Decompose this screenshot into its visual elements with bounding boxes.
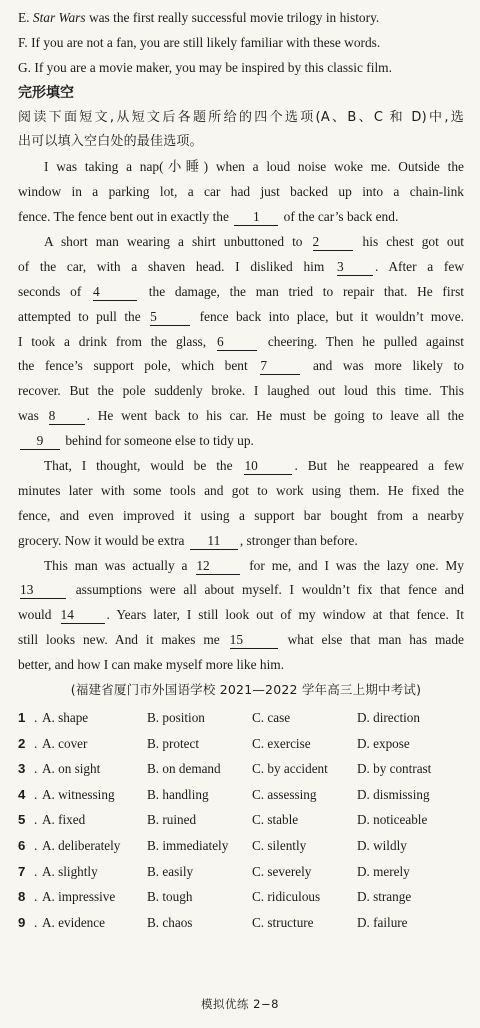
blank-13: 13: [20, 582, 66, 599]
option-a: A. impressive: [42, 889, 116, 905]
passage-line: would 14 . Years later, I still look out of my window at that fence. It: [18, 607, 464, 623]
passage-line: still looks new. And it makes me 15 what else that man has made: [18, 632, 464, 648]
question-8-options: 8 . A. impressive B. tough C. ridiculous D. strange: [18, 884, 464, 910]
option-b: B. easily: [147, 863, 194, 879]
blank-3: 3: [337, 259, 373, 276]
option-c: C. exercise: [252, 735, 311, 751]
passage-line: the fence’s support pole, which bent 7 and was more likely to: [18, 358, 464, 374]
option-d: D. wildly: [357, 837, 407, 853]
blank-4: 4: [93, 284, 137, 301]
blank-1: 1: [234, 209, 278, 226]
option-c: C. assessing: [252, 786, 317, 802]
option-a: A. deliberately: [42, 837, 121, 853]
passage-line: A short man wearing a shirt unbuttoned to 2 his chest got out: [44, 234, 464, 250]
option-d: D. dismissing: [357, 786, 430, 802]
instruction-line-1: 阅读下面短文,从短文后各题所给的四个选项(A、B、C 和 D)中,选: [18, 109, 464, 125]
passage: [18, 155, 464, 678]
passage-line: attempted to pull the 5 fence back into place, but it wouldn’t move.: [18, 308, 464, 324]
question-1-options: 1 . A. shape B. position C. case D. direction: [18, 705, 464, 731]
option-c: C. by accident: [252, 761, 328, 777]
question-number: 7: [18, 863, 26, 879]
document-page: [18, 6, 464, 935]
option-d: D. by contrast: [357, 761, 432, 777]
film-title: Star Wars: [32, 10, 86, 25]
passage-line: minutes later with some tools and got to work using them. He fixed the: [18, 482, 464, 498]
option-a: A. fixed: [42, 812, 86, 828]
option-b: B. tough: [147, 889, 193, 905]
question-2-options: 2 . A. cover B. protect C. exercise D. expose: [18, 731, 464, 757]
question-number: 5: [18, 812, 26, 828]
option-b: B. position: [147, 709, 205, 725]
passage-line: I took a drink from the glass, 6 cheering. Then he pulled against: [18, 333, 464, 349]
option-b: B. handling: [147, 786, 209, 802]
passage-line: That, I thought, would be the 10 . But he reappeared a few: [44, 458, 464, 474]
option-c: C. severely: [252, 863, 312, 879]
question-6-options: 6 . A. deliberately B. immediately C. silently D. wildly: [18, 833, 464, 859]
question-number: 8: [18, 889, 26, 905]
question-4-options: 4 . A. witnessing B. handling C. assessing D. dismissing: [18, 782, 464, 808]
question-number: 4: [18, 786, 26, 802]
option-d: D. failure: [357, 914, 408, 930]
options-list: [18, 705, 464, 935]
option-g-line: G. If you are a movie maker, you may be inspired by this classic film.: [18, 59, 392, 75]
question-number: 6: [18, 837, 26, 853]
option-b: B. protect: [147, 735, 200, 751]
option-b: B. chaos: [147, 914, 193, 930]
option-d: D. expose: [357, 735, 410, 751]
option-c: C. stable: [252, 812, 299, 828]
question-number: 3: [18, 761, 26, 777]
blank-7: 7: [260, 358, 300, 375]
blank-6: 6: [217, 334, 257, 351]
blank-10: 10: [244, 458, 292, 475]
option-c: C. ridiculous: [252, 889, 321, 905]
option-e-line: E. Star Wars was the first really successful movie trilogy in history.: [18, 10, 380, 25]
passage-line: I was taking a nap(小睡) when a loud noise woke me. Outside the: [44, 159, 464, 175]
passage-line: was 8 . He went back to his car. He must be going to leave all the: [18, 408, 464, 424]
question-5-options: 5 . A. fixed B. ruined C. stable D. noticeable: [18, 807, 464, 833]
instruction-line-2: 出可以填入空白处的最佳选项。: [18, 134, 203, 150]
option-b: B. on demand: [147, 761, 221, 777]
option-b: B. immediately: [147, 837, 229, 853]
option-a: A. evidence: [42, 914, 105, 930]
passage-line: recover. But the pole suddenly broke. I laughed out loud this time. This: [18, 383, 464, 399]
passage-line: window in a parking lot, a car had just backed up into a chain-link: [18, 184, 464, 200]
option-a: A. witnessing: [42, 786, 115, 802]
page-footer: 模拟优练 2−8: [201, 997, 279, 1011]
option-a: A. cover: [42, 735, 88, 751]
passage-line: seconds of 4 the damage, the man tried to repair that. He first: [18, 283, 464, 299]
option-f-line: F. If you are not a fan, you are still likely familiar with these words.: [18, 34, 381, 50]
question-3-options: 3 . A. on sight B. on demand C. by accident D. by contrast: [18, 756, 464, 782]
option-a: A. on sight: [42, 761, 101, 777]
source-note: (福建省厦门市外国语学校 2021—2022 学年高三上期中考试): [70, 682, 422, 698]
option-d: D. noticeable: [357, 812, 428, 828]
blank-8: 8: [49, 408, 85, 425]
option-b: B. ruined: [147, 812, 197, 828]
question-9-options: 9 . A. evidence B. chaos C. structure D. failure: [18, 910, 464, 936]
question-7-options: 7 . A. slightly B. easily C. severely D. merely: [18, 859, 464, 885]
option-c: C. structure: [252, 914, 314, 930]
passage-line: 13 assumptions were all about myself. I wouldn’t fix that fence and: [20, 582, 464, 598]
passage-line: 9 behind for someone else to tidy up.: [18, 429, 464, 454]
passage-line: fence. The fence bent out in exactly the 1 of the car’s back end.: [18, 209, 399, 225]
blank-2: 2: [313, 234, 353, 251]
option-a: A. slightly: [42, 863, 98, 879]
passage-line: of the car, with a shaven head. I disliked him 3 . After a few: [18, 258, 464, 274]
option-c: C. silently: [252, 837, 307, 853]
option-d: D. strange: [357, 889, 412, 905]
blank-14: 14: [61, 607, 105, 624]
option-a: A. shape: [42, 709, 89, 725]
blank-9: 9: [20, 433, 60, 450]
section-title: 完形填空: [18, 84, 74, 101]
blank-11: 11: [190, 533, 238, 550]
passage-line: fence, and even improved it using a support bar bought from a nearby: [18, 507, 464, 523]
option-d: D. direction: [357, 709, 420, 725]
blank-15: 15: [230, 632, 278, 649]
question-number: 1: [18, 709, 26, 725]
blank-5: 5: [150, 309, 190, 326]
option-c: C. case: [252, 709, 291, 725]
question-number: 9: [18, 914, 26, 930]
question-number: 2: [18, 735, 26, 751]
passage-line: This man was actually a 12 for me, and I was the lazy one. My: [44, 557, 464, 573]
passage-line: grocery. Now it would be extra 11 , stronger than before.: [18, 532, 358, 548]
blank-12: 12: [196, 558, 240, 575]
passage-line: better, and how I can make myself more like him.: [18, 657, 285, 673]
option-d: D. merely: [357, 863, 410, 879]
